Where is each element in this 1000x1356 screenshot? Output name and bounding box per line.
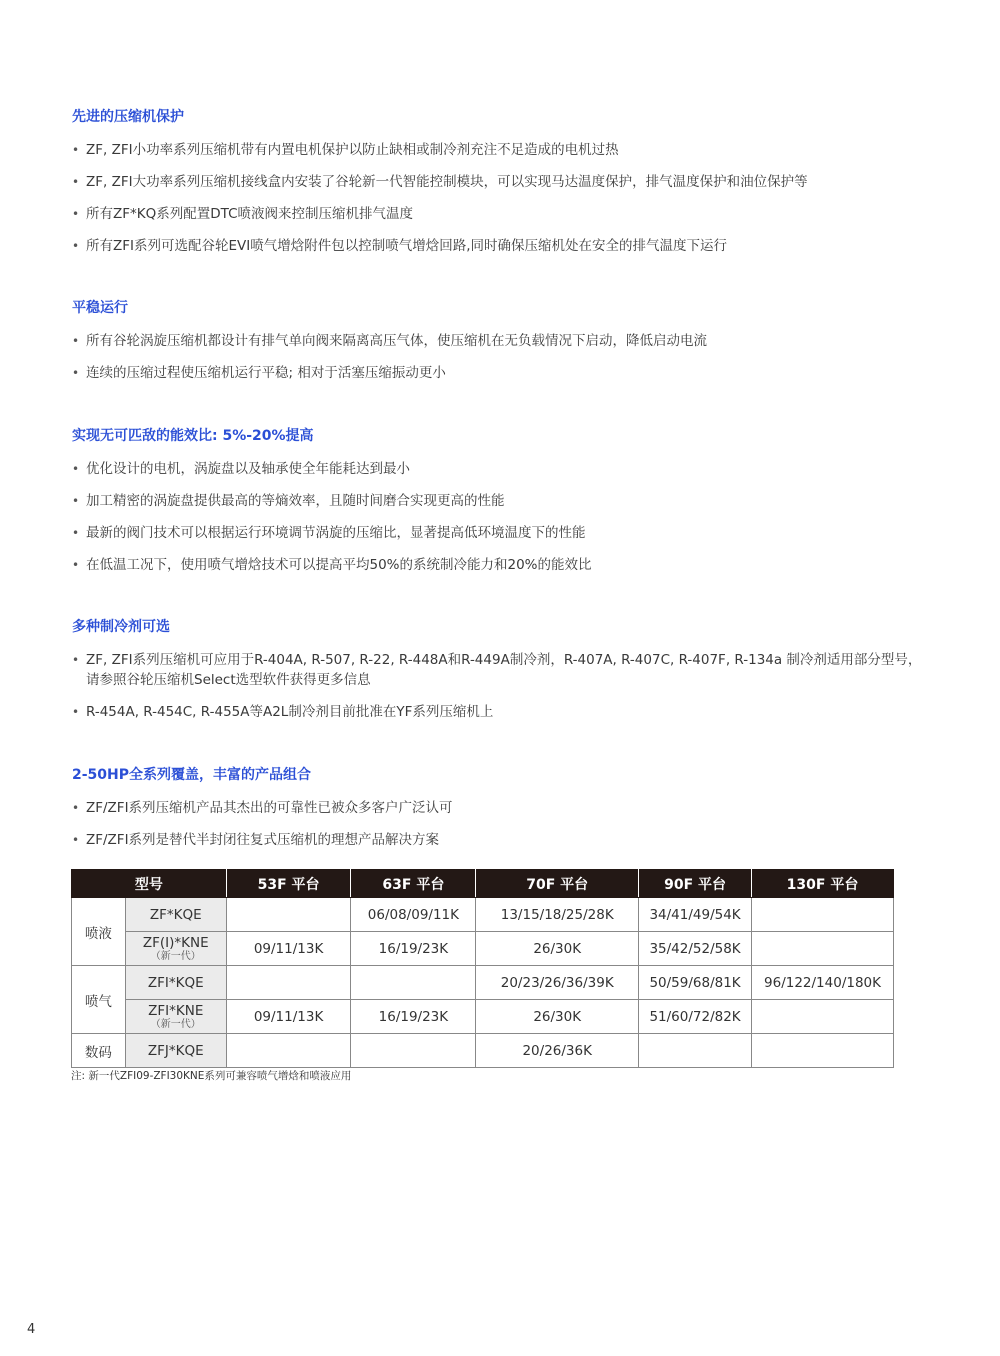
table-cell [752,1034,894,1068]
table-header-130f: 130F 平台 [752,870,894,898]
model-name: ZF*KQE [149,906,202,923]
model-cell [125,1034,226,1068]
group-vapor-injection: 喷气 [72,966,126,1034]
list-item: • 所有ZF*KQ系列配置DTC喷液阀来控制压缩机排气温度 [72,204,932,224]
bullet-list [72,650,932,722]
model-cell [125,966,226,1000]
section-title: 先进的压缩机保护 [72,109,184,125]
table-cell [226,898,351,932]
table-cell: 20/26/36K [476,1034,639,1068]
list-item: • ZF, ZFI小功率系列压缩机带有内置电机保护以防止缺相或制冷剂充注不足造成的电机过热 [72,140,932,160]
section-efficiency [72,427,932,587]
table-cell: 16/19/23K [351,1000,476,1034]
table-footnote: 注: 新一代ZFI09-ZFI30KNE系列可兼容喷气增焓和喷液应用 [71,1070,352,1082]
table-cell: 20/23/26/36/39K [476,966,639,1000]
table-cell: 26/30K [476,932,639,966]
section-title: 实现无可匹敌的能效比: 5%-20%提高 [72,428,314,444]
model-name: ZFI*KQE [147,974,204,991]
model-cell [125,898,226,932]
table-cell: 13/15/18/25/28K [476,898,639,932]
list-item: • ZF, ZFI系列压缩机可应用于R-404A, R-507, R-22, R-448A和R-449A制冷剂，R-407A, R-407C, R-407F, R-134a 制冷剂适用部分型号，请参照谷轮压缩机Select选型软件获得更多信息 [72,650,932,690]
table-cell [226,966,351,1000]
table-cell: 51/60/72/82K [639,1000,752,1034]
table-header-row [72,870,894,898]
list-item: • 连续的压缩过程使压缩机运行平稳; 相对于活塞压缩振动更小 [72,363,932,383]
list-item: • 加工精密的涡旋盘提供最高的等熵效率，且随时间磨合实现更高的性能 [72,491,932,511]
table-cell: 06/08/09/11K [351,898,476,932]
model-cell [125,932,226,966]
section-title: 2-50HP全系列覆盖，丰富的产品组合 [72,767,312,783]
table-cell: 09/11/13K [226,932,351,966]
bullet-list [72,798,932,850]
model-name: ZFI*KNE [148,1002,204,1019]
bullet-list [72,140,932,256]
table-cell: 50/59/68/81K [639,966,752,1000]
table-cell [752,1000,894,1034]
table-cell [639,1034,752,1068]
table-row [72,932,894,966]
list-item: • 优化设计的电机，涡旋盘以及轴承使全年能耗达到最小 [72,459,932,479]
list-item: • ZF, ZFI大功率系列压缩机接线盒内安装了谷轮新一代智能控制模块，可以实现马达温度保护，排气温度保护和油位保护等 [72,172,932,192]
table-header-model: 型号 [72,870,227,898]
table-header-70f: 70F 平台 [476,870,639,898]
list-item: • 所有谷轮涡旋压缩机都设计有排气单向阀来隔离高压气体，使压缩机在无负载情况下启动，降低启动电流 [72,331,932,351]
table-cell: 26/30K [476,1000,639,1034]
model-sub-label: （新一代） [150,950,201,962]
table-cell: 09/11/13K [226,1000,351,1034]
table-row [72,1034,894,1068]
bullet-list [72,331,932,383]
list-item: • 最新的阀门技术可以根据运行环境调节涡旋的压缩比，显著提高低环境温度下的性能 [72,523,932,543]
list-item: • R-454A, R-454C, R-455A等A2L制冷剂目前批准在YF系列压缩机上 [72,702,932,722]
group-digital: 数码 [72,1034,126,1068]
table-cell: 96/122/140/180K [752,966,894,1000]
group-liquid-injection: 喷液 [72,898,126,966]
list-item: • ZF/ZFI系列是替代半封闭往复式压缩机的理想产品解决方案 [72,830,932,850]
table-header-63f: 63F 平台 [351,870,476,898]
table-header-90f: 90F 平台 [639,870,752,898]
model-name: ZFJ*KQE [147,1042,204,1059]
section-compressor-protection [72,108,932,268]
page-number: 4 [27,1322,36,1337]
table-row [72,898,894,932]
section-smooth-operation [72,299,932,395]
list-item: • 所有ZFI系列可选配谷轮EVI喷气增焓附件包以控制喷气增焓回路,同时确保压缩机处在安全的排气温度下运行 [72,236,932,256]
bullet-list [72,459,932,575]
table-cell [752,932,894,966]
table-cell: 35/42/52/58K [639,932,752,966]
table-cell: 34/41/49/54K [639,898,752,932]
table-cell [226,1034,351,1068]
table-row [72,966,894,1000]
list-item: • 在低温工况下，使用喷气增焓技术可以提高平均50%的系统制冷能力和20%的能效比 [72,555,932,575]
section-refrigerants [72,618,932,734]
section-title: 多种制冷剂可选 [72,619,170,635]
list-item: • ZF/ZFI系列压缩机产品其杰出的可靠性已被众多客户广泛认可 [72,798,932,818]
model-platform-table [71,869,894,1068]
section-title: 平稳运行 [72,300,128,316]
model-name: ZF(I)*KNE [142,934,209,951]
table-cell: 16/19/23K [351,932,476,966]
table-cell [351,966,476,1000]
table-cell [752,898,894,932]
model-sub-label: （新一代） [150,1018,201,1030]
table-row [72,1000,894,1034]
section-product-range [72,766,932,862]
table-cell [351,1034,476,1068]
table-header-53f: 53F 平台 [226,870,351,898]
model-cell [125,1000,226,1034]
